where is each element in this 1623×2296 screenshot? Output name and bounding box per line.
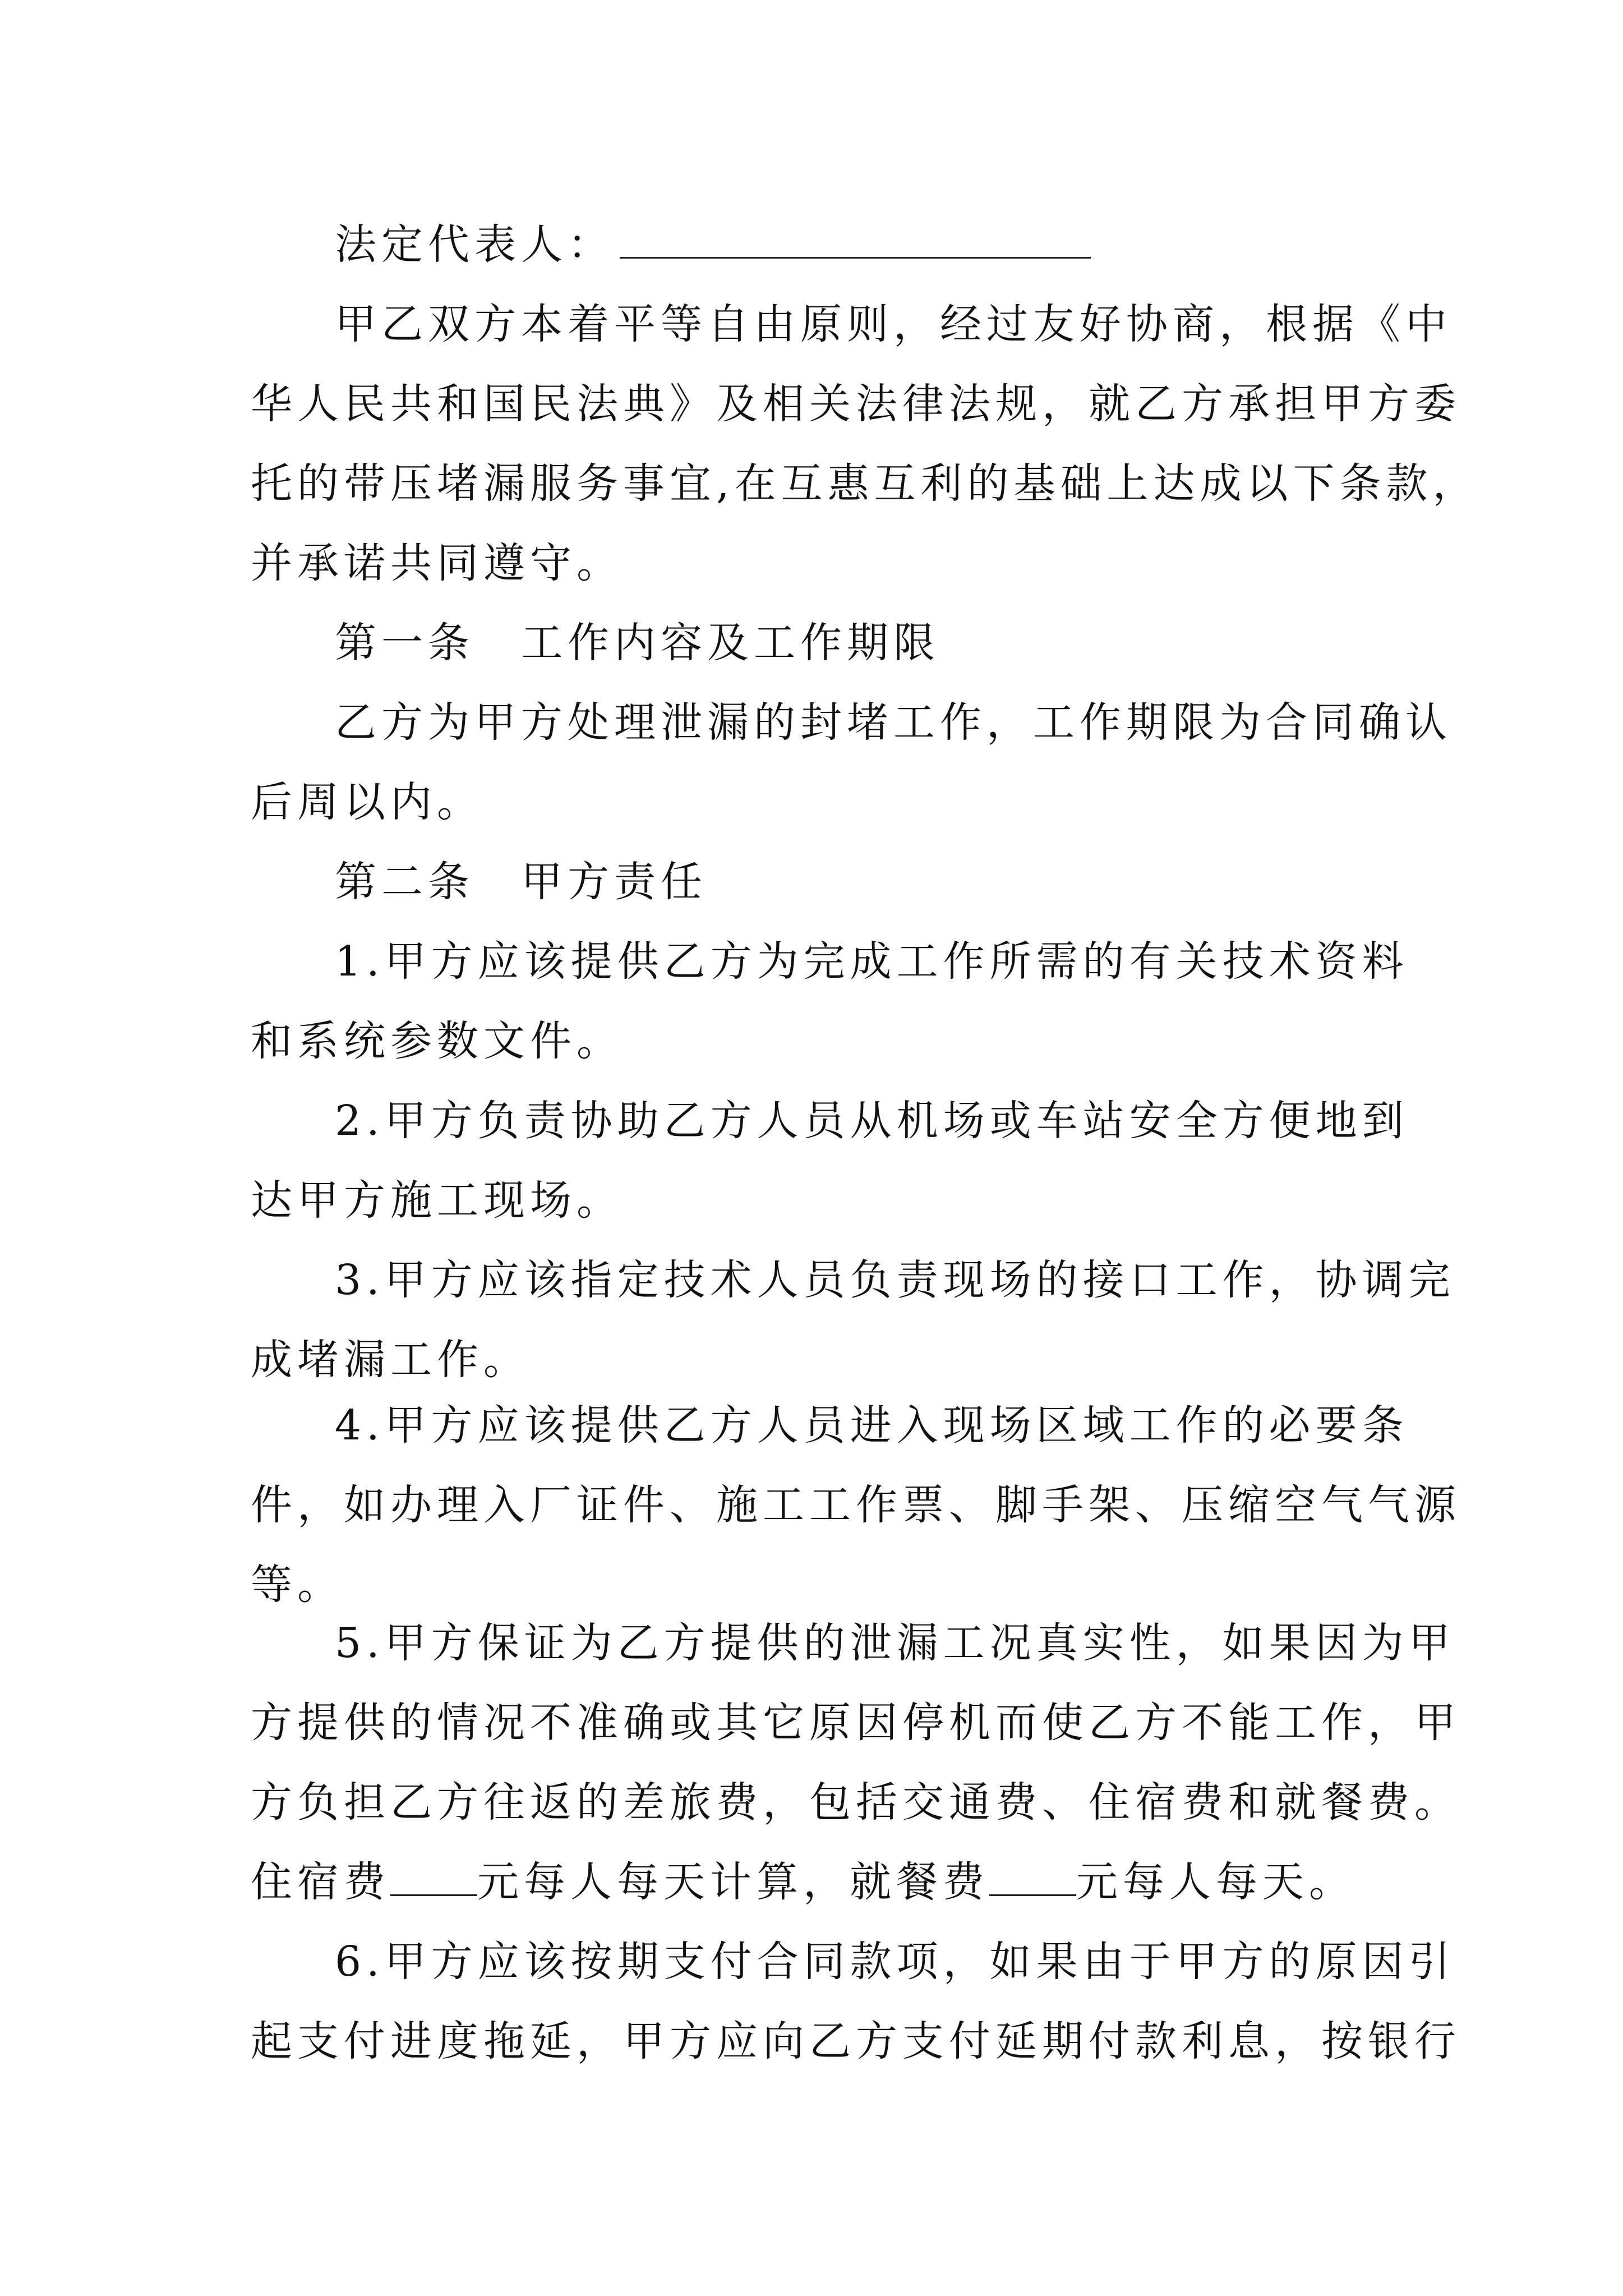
article2-item-5 [251, 1603, 1461, 1922]
signature-blank [620, 223, 1091, 259]
item-line: 和系统参数文件。 [251, 1017, 623, 1065]
item-line: 起支付进度拖延，甲方应向乙方支付延期付款利息，按银行 [251, 2017, 1461, 2065]
item-line: 4.甲方应该提供乙方人员进入现场区域工作的必要条 [335, 1401, 1409, 1450]
item-line: 1.甲方应该提供乙方为完成工作所需的有关技术资料 [335, 937, 1409, 986]
item-line: 5.甲方保证为乙方提供的泄漏工况真实性，如果因为甲 [335, 1619, 1455, 1667]
legal-representative-line [251, 205, 1378, 284]
item-line: 方负担乙方往返的差旅费，包括交通费、住宿费和就餐费。 [251, 1778, 1461, 1826]
article2-item-3 [251, 1240, 1455, 1400]
per-person-text: 元每人每天。 [1076, 1858, 1355, 1906]
article2-heading: 第二条 甲方责任 [335, 858, 707, 906]
article2-item-6 [251, 1922, 1461, 2081]
item-line: 等。 [251, 1561, 344, 1609]
meal-fee-blank [989, 1861, 1076, 1896]
lodging-fee-label: 住宿费 [251, 1858, 390, 1906]
item-line: 件，如办理入厂证件、施工工作票、脚手架、压缩空气气源 [251, 1481, 1461, 1529]
item-line: 2.甲方负责协助乙方人员从机场或车站安全方便地到 [335, 1097, 1409, 1145]
item-line: 达甲方施工现场。 [251, 1176, 623, 1225]
item-line: 方提供的情况不准确或其它原因停机而使乙方不能工作，甲 [251, 1699, 1461, 1747]
article1-heading-block [251, 603, 1378, 683]
article2-item-2 [251, 1081, 1409, 1240]
intro-line: 托的带压堵漏服务事宜,在互惠互利的基础上达成以下条款， [251, 459, 1479, 508]
meal-fee-label: 元每人每天计算，就餐费 [477, 1858, 989, 1906]
item-line: 6.甲方应该按期支付合同款项，如果由于甲方的原因引 [335, 1938, 1455, 1986]
article2-item-1 [251, 922, 1409, 1081]
intro-paragraph [251, 284, 1479, 603]
article2-heading-block [251, 842, 1378, 922]
article2-item-4 [251, 1386, 1461, 1625]
intro-line: 并承诺共同遵守。 [251, 539, 623, 587]
intro-line: 华人民共和国民法典》及相关法律法规，就乙方承担甲方委 [251, 380, 1461, 428]
article1-line: 后周以内。 [251, 778, 483, 826]
article1-line: 乙方为甲方处理泄漏的封堵工作，工作期限为合同确认 [335, 698, 1452, 747]
legal-representative-label: 法定代表人： [335, 220, 614, 269]
item-line-with-blanks [251, 1842, 1378, 1922]
intro-line: 甲乙双方本着平等自由原则，经过友好协商，根据《中 [335, 300, 1452, 348]
lodging-fee-blank [390, 1861, 477, 1896]
article1-heading: 第一条 工作内容及工作期限 [335, 619, 940, 667]
item-line: 3.甲方应该指定技术人员负责现场的接口工作，协调完 [335, 1256, 1455, 1304]
item-line: 成堵漏工作。 [251, 1336, 530, 1384]
article1-body [251, 683, 1452, 842]
